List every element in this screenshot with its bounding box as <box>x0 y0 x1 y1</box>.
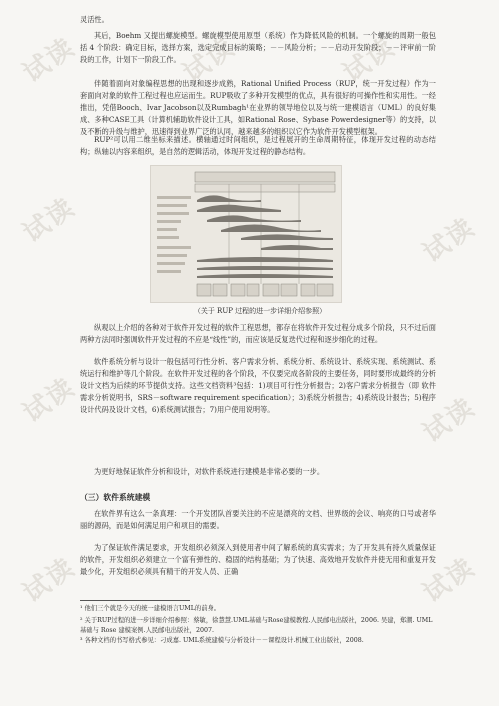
figure-caption: （关于 RUP 过程的进一步详细介绍参照） <box>193 307 327 315</box>
section-heading: （三）软件系统建模 <box>80 493 151 502</box>
paragraph-summary: 纵观以上介绍的各种对于软件开发过程的软件工程思想，都存在将软件开发过程分成多个阶段，只不过后面两种方法同时强调软件开发过程的不应是“线性”的，而应该是反复迭代过程和逐步细化的过程。 <box>80 323 436 344</box>
watermark: 试读 <box>417 212 481 269</box>
watermark: 试读 <box>17 552 81 609</box>
paragraph-spiral-model: 其后，Boehm 又提出螺旋模型。螺旋模型使用原型（系统）作为降低风险的机制。一个螺旋的周期一般包括 4 个阶段：确定目标，选择方案，选定完成目标的策略；－－风险分析；－－启动开发阶段；－－评审前一阶段的工作，计划下一阶段工作。 <box>80 31 436 64</box>
paragraph-analysis-stages: 软件系统分析与设计一般包括可行性分析、客户需求分析、系统分析、系统设计、系统实现、系统测试、系统运行和维护等几个阶段。在软件开发过程的各个阶段，不仅要完成各阶段的主要任务，同时要形成最终的分析设计文档为后续的环节提供支持。这些文档资料³包括：1)项目可行性分析报告；2)客户需求分析报告（即 软件需求分析说明书，SRS－software requirement specification）；3)系统分析报告；4)系统设计报告；5)程序设计代码及设计文档，6)系统测试报告；7)用户使用说明等。 <box>80 357 436 414</box>
watermark: 试读 <box>417 552 481 609</box>
paragraph-rup-axes: RUP²可以用二维坐标来描述。横轴通过时间组织，是过程展开的生命周期特征，体现开发过程的动态结构；纵轴以内容来组织，是自然的逻辑活动，体现开发过程的静态结构。 <box>80 135 436 156</box>
paragraph-requirements: 为了保证软件满足要求，开发组织必须深入到使用者中间了解系统的真实需求；为了开发具有持久质量保证的软件，开发组织必须建立一个富有弹性的、稳固的结构基础；为了快速、高效地开发软件并使无用和重复开发最少化，开发组织必须具有精干的开发人员、正确 <box>80 543 436 576</box>
watermark: 试读 <box>17 372 81 429</box>
footnote-divider <box>80 600 190 601</box>
paragraph-rup-intro: 伴随着面向对象编程思想的出现和逐步成熟，Rational Unified Process（RUP，统一开发过程）作为一套面向对象的软件工程过程也应运而生。RUP吸收了多种开发模型的优点，具有很好的可操作性和实用性。一经推出，凭借Booch、Ivar Jacobson以及Rumbagh¹在业界的领导地位以及与统一建模语言（UML）的良好集成、多种CASE工具（计算机辅助软件设计工具，如Rational Rose、Sybase Powerdesigner等）的支持，以及不断的升级与维护，迅速得到业界广泛的认同，越来越多的组织以它作为软件开发模型框架。 <box>80 79 436 136</box>
watermark: 试读 <box>417 392 481 449</box>
paragraph-truth: 在软件界有这么一条真理：一个开发团队首要关注的不应是漂亮的文档、世界级的会议、响亮的口号或者华丽的源码，而是如何满足用户和项目的需要。 <box>80 509 436 530</box>
rup-process-figure <box>150 165 342 303</box>
rup-diagram-image <box>151 166 341 302</box>
paragraph-modeling-necessity: 为更好地保证软件分析和设计，对软件系统进行建模是非常必要的一步。 <box>94 467 325 476</box>
watermark: 试读 <box>177 32 241 89</box>
watermark: 试读 <box>17 32 81 89</box>
footnote-3: ³ 各种文档的书写格式参见：刁成嘉. UML系统建模与分析设计－－课程设计.机械工业出版社，2008. <box>80 637 364 644</box>
watermark: 试读 <box>337 32 401 89</box>
paragraph: 灵活性。 <box>80 15 109 24</box>
footnote-2: ² 关于RUP过程的进一步详细介绍参照：蔡敏，徐慧慧.UML基础与Rose建模教程.人民邮电出版社，2006. 吴建，郑潮. UML 基础与 Rose 建模案例.人民邮电出版社，2007. <box>80 617 433 634</box>
watermark: 试读 <box>17 192 81 249</box>
footnote-1: ¹ 他们三个就是今天的统一建模语言UML的前身。 <box>80 605 221 612</box>
